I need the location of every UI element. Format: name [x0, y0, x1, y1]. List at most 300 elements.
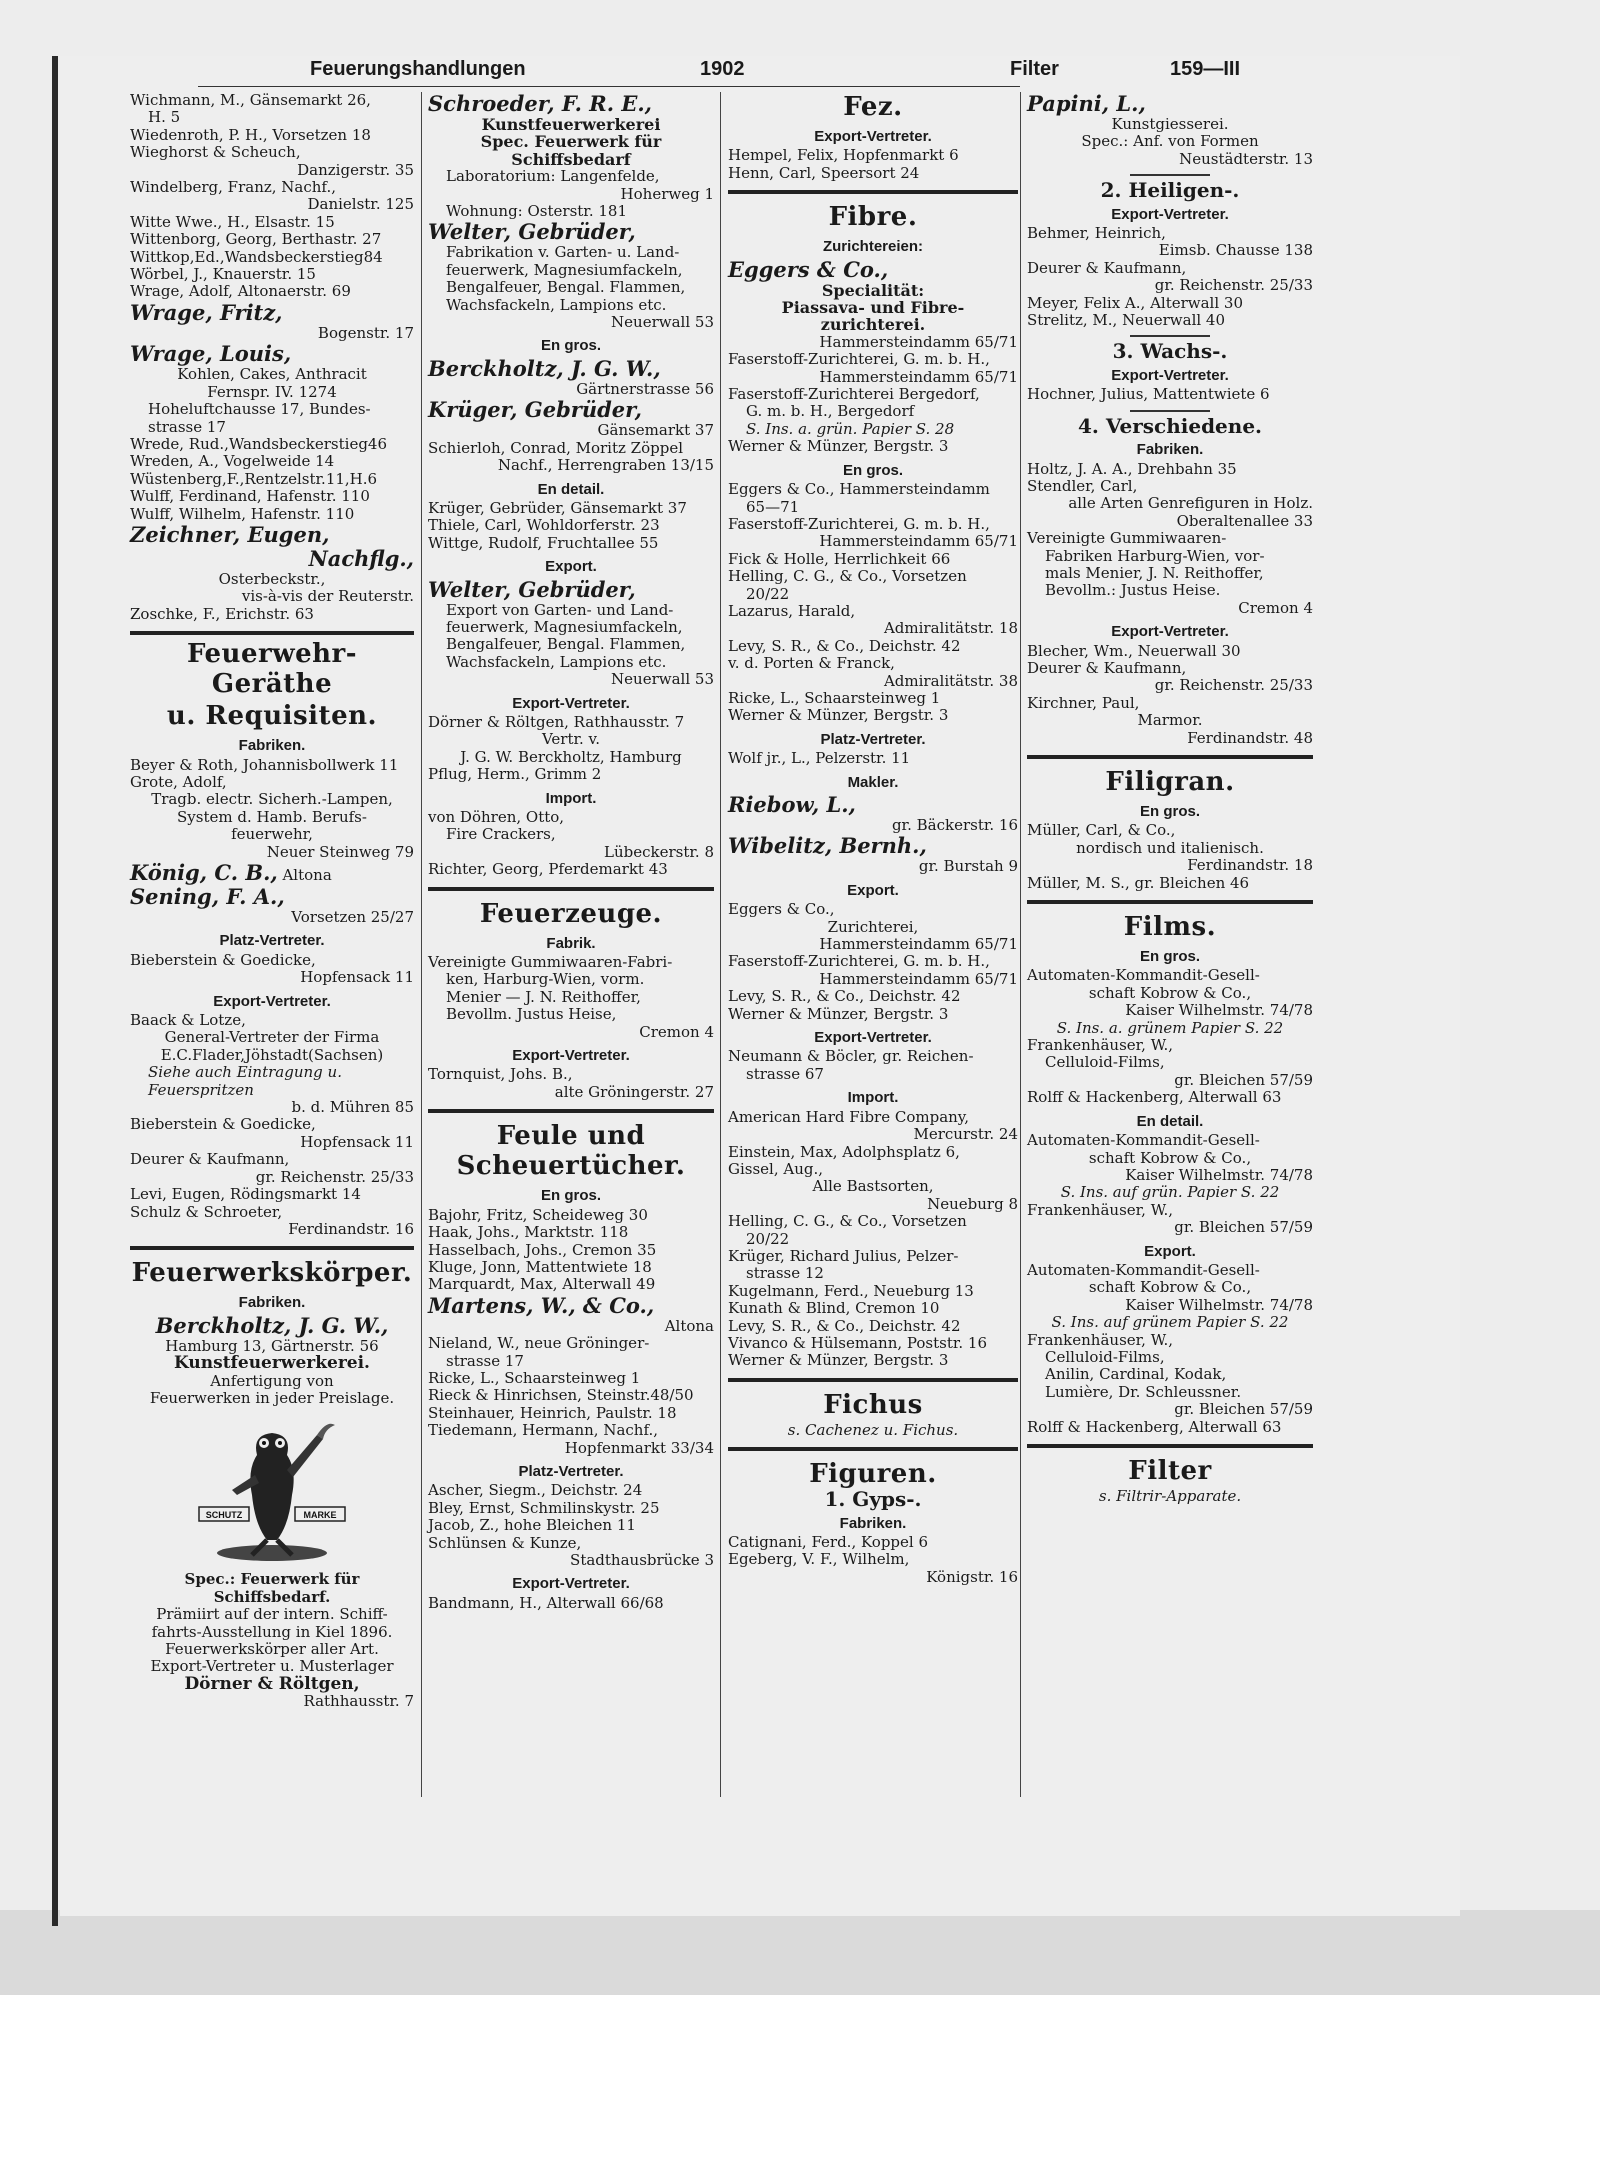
subsection-title: 2. Heiligen-.	[1100, 178, 1240, 203]
subsection-title: Export.	[545, 558, 597, 576]
firm-name: König, C. B.,	[130, 860, 278, 885]
entry-address: Admiralitätstr. 18	[883, 619, 1018, 638]
entry-address: Ferdinandstr. 16	[288, 1219, 414, 1238]
entry: Helling, C. G., & Co., Vorsetzen	[728, 1212, 967, 1231]
cross-reference: Siehe auch Eintragung u.	[148, 1063, 342, 1082]
entry: Wüstenberg,F.,Rentzelstr.11,H.6	[130, 469, 378, 488]
entry: Müller, Carl, & Co.,	[1027, 821, 1176, 840]
entry-address: Cremon 4	[639, 1022, 714, 1041]
section-title: Fez.	[843, 92, 903, 122]
subsection-title: Fabriken.	[839, 1514, 907, 1532]
entry-line: General-Vertreter der Firma	[164, 1028, 380, 1047]
entry: Neumann & Böcler, gr. Reichen-	[728, 1047, 974, 1066]
entry-line: 65—71	[746, 497, 800, 516]
section-title: Films.	[1123, 912, 1217, 943]
section-title: Figuren.	[809, 1459, 937, 1490]
entry: Müller, M. S., gr. Bleichen 46	[1027, 873, 1250, 892]
firm-subtitle: Specialität:	[821, 280, 925, 300]
entry: American Hard Fibre Company,	[728, 1107, 970, 1126]
entry-address: Oberaltenallee 33	[1176, 511, 1313, 530]
entry-address: Hammersteindamm 65/71	[819, 935, 1018, 954]
entry: Wichmann, M., Gänsemarkt 26,	[130, 91, 371, 109]
entry: Levy, S. R., & Co., Deichstr. 42	[728, 636, 961, 655]
section-rule	[428, 887, 714, 891]
entry-address: Altona	[282, 866, 332, 884]
entry: Ricke, L., Schaarsteinweg 1	[428, 1368, 641, 1387]
entry: Kunath & Blind, Cremon 10	[728, 1299, 940, 1318]
entry-line: Fabriken Harburg-Wien, vor-	[1045, 546, 1265, 565]
entry-line: Fire Crackers,	[446, 825, 556, 844]
firm-subtitle: zurichterei.	[820, 315, 926, 335]
entry: Kugelmann, Ferd., Neueburg 13	[728, 1281, 974, 1300]
entry: Faserstoff-Zurichterei, G. m. b. H.,	[728, 952, 990, 971]
entry-line: feuerwehr,	[231, 825, 313, 844]
entry-address: Ferdinandstr. 48	[1187, 728, 1313, 747]
firm-subtitle: Kunstfeuerwerkerei.	[174, 1353, 370, 1374]
entry: Thiele, Carl, Wohldorferstr. 23	[428, 516, 660, 535]
entry: Wreden, A., Vogelweide 14	[130, 452, 335, 471]
firm-name: Eggers & Co.,	[728, 256, 889, 282]
firm-name: Papini, L.,	[1027, 91, 1146, 116]
entry-line: Spec.: Anf. von Formen	[1081, 132, 1259, 151]
entry: Krüger, Richard Julius, Pelzer-	[728, 1246, 959, 1265]
section-title: Fichus	[823, 1389, 923, 1420]
entry-address: Hammersteindamm 65/71	[819, 969, 1018, 988]
entry: Richter, Georg, Pferdemarkt 43	[428, 860, 668, 879]
firm-name: Berckholtz, J. G. W.,	[428, 355, 661, 381]
entry-line: Export von Garten- und Land-	[446, 600, 674, 619]
entry-address: Stadthausbrücke 3	[570, 1551, 714, 1569]
entry-line: strasse 12	[746, 1264, 824, 1283]
firm-name: Nachflg.,	[308, 545, 414, 571]
entry-address: Kaiser Wilhelmstr. 74/78	[1125, 1295, 1313, 1314]
entry-line: feuerwerk, Magnesiumfackeln,	[446, 617, 683, 636]
entry-line: Vertr. v.	[541, 730, 601, 749]
entry-address: Hopfensack 11	[300, 1132, 414, 1151]
entry-line: Osterbeckstr.,	[218, 569, 326, 588]
entry: Frankenhäuser, W.,	[1027, 1200, 1174, 1219]
entry: Automaten-Kommandit-Gesell-	[1027, 966, 1260, 985]
entry: Bley, Ernst, Schmilinskystr. 25	[428, 1498, 660, 1517]
cross-reference: S. Ins. auf grünem Papier S. 22	[1051, 1313, 1289, 1332]
entry: Eggers & Co., Hammersteindamm	[728, 480, 990, 499]
subsection-title: Export-Vertreter.	[512, 694, 630, 712]
entry-address: Hammersteindamm 65/71	[819, 532, 1018, 551]
entry-line: E.C.Flader,Jöhstadt(Sachsen)	[160, 1045, 384, 1064]
section-title: Feuerwehr-Geräthe	[186, 639, 358, 700]
entry: Wittkop,Ed.,Wandsbeckerstieg84	[130, 247, 383, 266]
entry-address: Königstr. 16	[926, 1567, 1018, 1586]
subsection-title: Fabriken.	[238, 1294, 306, 1312]
entry-line: Anfertigung von	[210, 1371, 334, 1390]
entry-line: Wachsfackeln, Lampions etc.	[446, 295, 667, 314]
firm-name: Zeichner, Eugen,	[130, 521, 330, 547]
entry: Wrede, Rud.,Wandsbeckerstieg46	[130, 434, 388, 453]
entry: Bajohr, Fritz, Scheideweg 30	[428, 1205, 648, 1224]
entry-line: Fabrikation v. Garten- u. Land-	[446, 243, 680, 262]
entry-line: Wachsfackeln, Lampions etc.	[446, 652, 667, 671]
entry: Nieland, W., neue Gröninger-	[428, 1334, 650, 1353]
subsection-title: Export-Vertreter.	[814, 128, 932, 145]
subsection-title: Export.	[1144, 1242, 1196, 1260]
entry-line: 20/22	[746, 584, 790, 603]
entry: Hasselbach, Johs., Cremon 35	[428, 1240, 657, 1259]
column-4	[1027, 92, 1313, 1505]
section-title: Feuerwerkskörper.	[131, 1258, 413, 1289]
entry-line: J. G. W. Berckholtz, Hamburg	[460, 747, 682, 766]
section-title: Filter	[1128, 1456, 1212, 1486]
entry: Eggers & Co.,	[728, 900, 835, 919]
entry-address: Neuerwall 53	[611, 313, 714, 332]
section-title: Scheuertücher.	[456, 1151, 686, 1182]
entry-line: Bengalfeuer, Bengal. Flammen,	[446, 635, 686, 654]
entry: Helling, C. G., & Co., Vorsetzen	[728, 567, 967, 586]
entry-address: Kaiser Wilhelmstr. 74/78	[1125, 1165, 1313, 1184]
section-rule	[728, 1378, 1018, 1382]
section-rule	[130, 1246, 414, 1250]
entry: Automaten-Kommandit-Gesell-	[1027, 1131, 1260, 1150]
entry-line: feuerwerk, Magnesiumfackeln,	[446, 260, 683, 279]
entry-address: gr. Reichenstr. 25/33	[255, 1167, 414, 1186]
logo-word-left: SCHUTZ	[205, 1510, 243, 1521]
subsection-title: Export-Vertreter.	[1111, 623, 1229, 641]
entry: Grote, Adolf,	[130, 772, 227, 791]
entry-line: ken, Harburg-Wien, vorm.	[446, 970, 645, 989]
entry: Levi, Eugen, Rödingsmarkt 14	[130, 1185, 361, 1204]
entry-line: alle Arten Genrefiguren in Holz.	[1068, 494, 1313, 513]
entry: Meyer, Felix A., Alterwall 30	[1027, 293, 1244, 312]
trademark-frog-logo	[197, 1415, 347, 1565]
entry-address: gr. Bleichen 57/59	[1174, 1070, 1313, 1089]
header-rule	[198, 86, 1020, 87]
entry: Wiedenroth, P. H., Vorsetzen 18	[130, 125, 371, 144]
subsection-title: En gros.	[540, 1187, 601, 1205]
section-title: Feuerzeuge.	[479, 898, 663, 929]
entry-address: Gänsemarkt 37	[597, 421, 714, 440]
firm-name: Wrage, Fritz,	[130, 299, 283, 325]
entry: Faserstoff-Zurichterei, G. m. b. H.,	[728, 350, 990, 369]
firm-name: Martens, W., & Co.,	[428, 1292, 655, 1318]
subsection-title: En gros.	[1139, 803, 1200, 820]
entry: Fick & Holle, Herrlichkeit 66	[728, 549, 951, 568]
entry-line: strasse 17	[148, 417, 226, 436]
entry-address: gr. Burstah 9	[918, 857, 1018, 876]
subsection-title: Fabrik.	[546, 934, 596, 952]
entry: Tornquist, Johs. B.,	[428, 1065, 573, 1084]
entry: Einstein, Max, Adolphsplatz 6,	[728, 1142, 960, 1161]
entry-line: H. 5	[148, 108, 181, 127]
entry-line: Spec.: Feuerwerk für	[184, 1570, 360, 1589]
entry-line: System d. Hamb. Berufs-	[177, 807, 367, 826]
entry-address: Nachf., Herrengraben 13/15	[497, 456, 714, 475]
entry: Haak, Johs., Marktstr. 118	[428, 1223, 629, 1242]
entry: Deurer & Kaufmann,	[130, 1150, 290, 1169]
subsection-title: Import.	[847, 1089, 899, 1107]
short-rule	[1130, 174, 1210, 176]
entry-line: Celluloid-Films,	[1045, 1347, 1165, 1366]
entry: Vivanco & Hülsemann, Poststr. 16	[728, 1333, 988, 1352]
entry: Wulff, Wilhelm, Hafenstr. 110	[130, 504, 355, 523]
column-3	[728, 92, 1018, 1586]
entry-address: Hopfenmarkt 33/34	[564, 1438, 714, 1457]
entry: Baack & Lotze,	[130, 1011, 246, 1030]
entry: Schierloh, Conrad, Moritz Zöppel	[428, 438, 684, 457]
entry-line: 20/22	[746, 1229, 790, 1248]
firm-name: Wrage, Louis,	[130, 341, 292, 367]
entry-line: mals Menier, J. N. Reithoffer,	[1045, 563, 1264, 582]
entry: Bandmann, H., Alterwall 66/68	[428, 1593, 664, 1612]
entry: Stendler, Carl,	[1027, 476, 1138, 495]
entry-line: fahrts-Ausstellung in Kiel 1896.	[151, 1622, 393, 1641]
firm-subtitle: Spec. Feuerwerk für	[480, 132, 662, 152]
entry: Kluge, Jonn, Mattentwiete 18	[428, 1257, 652, 1276]
entry: Zoschke, F., Erichstr. 63	[130, 604, 314, 623]
firm-name: Welter, Gebrüder,	[428, 219, 636, 245]
entry: Holtz, J. A. A., Drehbahn 35	[1027, 459, 1237, 478]
entry-line: Zurichterei,	[827, 917, 919, 936]
entry-line: Bengalfeuer, Bengal. Flammen,	[446, 278, 686, 297]
entry-line: Schiffsbedarf.	[213, 1587, 331, 1606]
section-rule	[428, 1109, 714, 1113]
entry: Bieberstein & Goedicke,	[130, 1115, 316, 1134]
entry-address: Neueburg 8	[927, 1194, 1018, 1213]
entry-address: Cremon 4	[1238, 598, 1313, 617]
subsection-title: Zurichtereien:	[822, 238, 924, 256]
entry: Vereinigte Gummiwaaren-	[1027, 529, 1227, 548]
entry: Henn, Carl, Speersort 24	[728, 163, 920, 182]
entry-address: Mercurstr. 24	[913, 1125, 1018, 1144]
short-rule	[1130, 410, 1210, 412]
entry-line: nordisch und italienisch.	[1076, 838, 1264, 857]
section-rule	[1027, 900, 1313, 904]
subsection-title: 1. Gyps-.	[824, 1487, 922, 1512]
entry: Werner & Münzer, Bergstr. 3	[728, 706, 949, 725]
entry-address: Lübeckerstr. 8	[604, 842, 714, 861]
entry-line: G. m. b. H., Bergedorf	[746, 402, 915, 421]
subsection-title: Fabriken.	[1136, 441, 1204, 459]
entry: Schulz & Schroeter,	[130, 1202, 283, 1221]
subsection-title: En detail.	[537, 480, 605, 498]
cross-reference: Feuerspritzen	[148, 1080, 254, 1099]
short-rule	[1130, 335, 1210, 337]
entry-address: Hammersteindamm 65/71	[819, 332, 1018, 351]
entry: Werner & Münzer, Bergstr. 3	[728, 1004, 949, 1023]
entry-line: Bevollm. Justus Heise,	[446, 1005, 617, 1024]
entry-address: Hoherweg 1	[620, 184, 714, 203]
entry: Werner & Münzer, Bergstr. 3	[728, 1351, 949, 1370]
entry: Dörner & Röltgen, Rathhausstr. 7	[428, 712, 685, 731]
subsection-title: En gros.	[540, 337, 601, 355]
entry-line: schaft Kobrow & Co.,	[1088, 983, 1252, 1002]
entry: Kirchner, Paul,	[1027, 693, 1140, 712]
entry: Tiedemann, Hermann, Nachf.,	[428, 1421, 659, 1440]
entry-line: Hamburg 13, Gärtnerstr. 56	[165, 1336, 379, 1355]
entry: Lazarus, Harald,	[728, 601, 856, 620]
subsection-title: 3. Wachs-.	[1112, 339, 1228, 364]
entry: Bieberstein & Goedicke,	[130, 950, 316, 969]
section-rule	[1027, 1444, 1313, 1448]
entry: Werner & Münzer, Bergstr. 3	[728, 437, 949, 456]
entry-address: gr. Bleichen 57/59	[1174, 1218, 1313, 1237]
entry-address: alte Gröningerstr. 27	[554, 1082, 714, 1101]
entry-address: Neuer Steinweg 79	[266, 842, 414, 861]
subsection-title: Export-Vertreter.	[512, 1047, 630, 1065]
entry-line: Fernspr. IV. 1274	[207, 382, 337, 401]
entry: Hochner, Julius, Mattentwiete 6	[1027, 385, 1270, 404]
catchword: Filter	[1010, 58, 1059, 80]
column-rule	[421, 92, 422, 1797]
entry-line: Prämiirt auf der intern. Schiff-	[156, 1605, 388, 1624]
firm-subtitle: Piassava- und Fibre-	[781, 298, 965, 318]
entry: Catignani, Ferd., Koppel 6	[728, 1533, 929, 1551]
entry-line: Tragb. electr. Sicherh.-Lampen,	[151, 790, 393, 809]
entry-address: Rathhausstr. 7	[303, 1692, 414, 1711]
page-edge-shadow	[52, 56, 58, 1926]
entry: Wrage, Adolf, Altonaerstr. 69	[130, 282, 351, 301]
entry: Wieghorst & Scheuch,	[130, 143, 301, 162]
entry-address: gr. Bleichen 57/59	[1174, 1400, 1313, 1419]
entry: Faserstoff-Zurichterei, G. m. b. H.,	[728, 514, 990, 533]
entry: Rieck & Hinrichsen, Steinstr.48/50	[428, 1386, 694, 1405]
entry: Wolf jr., L., Pelzerstr. 11	[728, 749, 911, 768]
entry: Frankenhäuser, W.,	[1027, 1330, 1174, 1349]
subsection-title: En detail.	[1136, 1112, 1204, 1130]
column-rule	[1020, 92, 1021, 1797]
entry: Pflug, Herm., Grimm 2	[428, 765, 602, 784]
entry-line: Anilin, Cardinal, Kodak,	[1045, 1365, 1227, 1384]
section-rule	[1027, 755, 1313, 759]
entry-address: gr. Reichenstr. 25/33	[1154, 276, 1313, 295]
firm-name: Welter, Gebrüder,	[428, 576, 636, 602]
entry: Wörbel, J., Knauerstr. 15	[130, 265, 316, 284]
section-rule	[728, 1447, 1018, 1451]
entry-address: Danzigerstr. 35	[297, 160, 414, 179]
cross-reference: S. Ins. a. grün. Papier S. 28	[746, 419, 955, 438]
subsection-title: Platz-Vertreter.	[820, 730, 926, 748]
entry-address: Kaiser Wilhelmstr. 74/78	[1125, 1001, 1313, 1020]
firm-name: Sening, F. A.,	[130, 884, 285, 909]
column-1	[130, 92, 414, 1711]
subsection-title: Export-Vertreter.	[512, 1575, 630, 1593]
entry-line: Menier — J. N. Reithoffer,	[446, 987, 641, 1006]
entry-address: Altona	[664, 1316, 714, 1335]
running-head: Feuerungshandlungen	[310, 58, 526, 80]
firm-name: Wibelitz, Bernh.,	[728, 833, 927, 859]
year: 1902	[700, 58, 745, 80]
subsection-title: Platz-Vertreter.	[518, 1462, 624, 1480]
subsection-title: Import.	[545, 789, 597, 807]
entry-line: Feuerwerkskörper aller Art.	[165, 1639, 379, 1658]
entry: Ricke, L., Schaarsteinweg 1	[728, 688, 941, 707]
subsection-title: Platz-Vertreter.	[219, 932, 325, 950]
entry-address: Admiralitätstr. 38	[883, 671, 1018, 690]
entry: Behmer, Heinrich,	[1027, 224, 1166, 243]
entry: Rolff & Hackenberg, Alterwall 63	[1027, 1088, 1282, 1107]
entry-line: Wohnung: Osterstr. 181	[446, 202, 627, 221]
entry-address: Ferdinandstr. 18	[1187, 856, 1313, 875]
entry-line: schaft Kobrow & Co.,	[1088, 1278, 1252, 1297]
section-title: Feule und	[496, 1121, 646, 1152]
entry: Automaten-Kommandit-Gesell-	[1027, 1260, 1260, 1279]
entry-address: Bogenstr. 17	[317, 323, 414, 342]
entry: Vereinigte Gummiwaaren-Fabri-	[428, 953, 673, 972]
entry: Faserstoff-Zurichterei Bergedorf,	[728, 385, 980, 404]
entry: Hempel, Felix, Hopfenmarkt 6	[728, 146, 959, 165]
section-rule	[130, 631, 414, 635]
entry: Witte Wwe., H., Elsastr. 15	[130, 212, 335, 231]
entry: Schlünsen & Kunze,	[428, 1533, 582, 1552]
entry-line: schaft Kobrow & Co.,	[1088, 1148, 1252, 1167]
entry: Wittenborg, Georg, Berthastr. 27	[130, 230, 382, 249]
entry: Levy, S. R., & Co., Deichstr. 42	[728, 1316, 961, 1335]
section-rule	[728, 190, 1018, 194]
entry: Deurer & Kaufmann,	[1027, 658, 1187, 677]
entry: Marquardt, Max, Alterwall 49	[428, 1275, 656, 1294]
entry: Wittge, Rudolf, Fruchtallee 55	[428, 533, 659, 552]
logo-word-right: MARKE	[303, 1510, 337, 1521]
cross-reference: s. Cachenez u. Fichus.	[787, 1420, 959, 1439]
entry-line: Kohlen, Cakes, Anthracit	[177, 365, 367, 384]
cross-reference: S. Ins. auf grün. Papier S. 22	[1060, 1183, 1280, 1202]
entry-address: Vorsetzen 25/27	[291, 908, 414, 926]
entry: Wulff, Ferdinand, Hafenstr. 110	[130, 487, 370, 506]
subsection-title: En gros.	[1139, 948, 1200, 966]
entry-line: Celluloid-Films,	[1045, 1053, 1165, 1072]
entry-address: Neuerwall 53	[611, 670, 714, 689]
firm-subtitle: Schiffsbedarf	[511, 149, 631, 169]
entry: Blecher, Wm., Neuerwall 30	[1027, 641, 1241, 660]
entry-line: Hoheluftchausse 17, Bundes-	[148, 400, 371, 419]
entry: Krüger, Gebrüder, Gänsemarkt 37	[428, 498, 687, 517]
entry-line: strasse 67	[746, 1064, 824, 1083]
subsection-title: Export-Vertreter.	[1111, 205, 1229, 223]
entry-address: Hammersteindamm 65/71	[819, 367, 1018, 386]
cross-reference: S. Ins. a. grünem Papier S. 22	[1056, 1018, 1284, 1037]
entry: Egeberg, V. F., Wilhelm,	[728, 1550, 910, 1569]
entry: Deurer & Kaufmann,	[1027, 258, 1187, 277]
subsection-title: Export.	[847, 881, 899, 899]
entry-address: Gärtnerstrasse 56	[576, 379, 714, 398]
entry-line: Bevollm.: Justus Heise.	[1045, 581, 1221, 600]
entry: Levy, S. R., & Co., Deichstr. 42	[728, 987, 961, 1006]
entry: Ascher, Siegm., Deichstr. 24	[428, 1481, 643, 1500]
firm-name: Krüger, Gebrüder,	[428, 397, 642, 423]
section-title: Fibre.	[828, 202, 918, 233]
entry-address: vis-à-vis der Reuterstr.	[241, 587, 414, 606]
subsection-title: Export-Vertreter.	[814, 1029, 932, 1047]
entry: von Döhren, Otto,	[428, 808, 565, 826]
entry: v. d. Porten & Franck,	[728, 654, 895, 673]
entry-line: Alle Bastsorten,	[812, 1177, 934, 1196]
section-title: u. Requisiten.	[166, 701, 378, 732]
entry-line: Marmor.	[1137, 711, 1203, 730]
entry: Beyer & Roth, Johannisbollwerk 11	[130, 755, 399, 774]
firm-name: Riebow, L.,	[728, 792, 856, 817]
entry-line: Laboratorium: Langenfelde,	[446, 167, 660, 186]
firm-name: Berckholtz, J. G. W.,	[155, 1312, 389, 1338]
scan-bottom-strip	[0, 1910, 1600, 1995]
entry-address: gr. Reichenstr. 25/33	[1154, 676, 1313, 695]
entry-address: Danielstr. 125	[307, 195, 414, 214]
entry: Strelitz, M., Neuerwall 40	[1027, 311, 1226, 330]
entry: Windelberg, Franz, Nachf.,	[130, 178, 336, 197]
entry-line: Export-Vertreter u. Musterlager	[150, 1657, 394, 1676]
entry-address: Eimsb. Chausse 138	[1158, 241, 1313, 260]
subsection-title: Export-Vertreter.	[213, 992, 331, 1010]
subsection-title: En gros.	[842, 461, 903, 479]
column-rule	[720, 92, 721, 1797]
entry-line: Feuerwerken in jeder Preislage.	[149, 1388, 395, 1407]
